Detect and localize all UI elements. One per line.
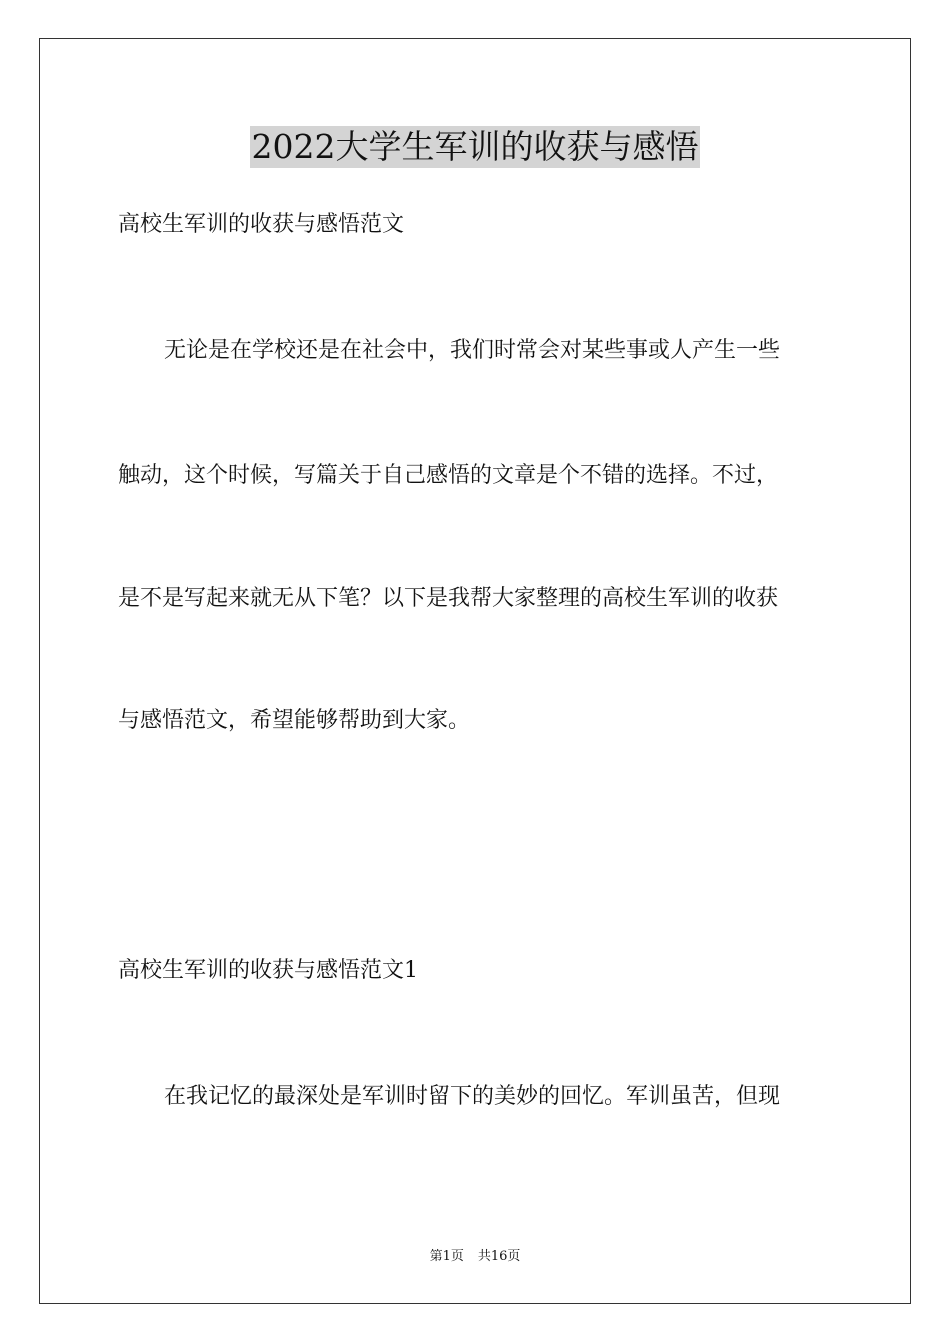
document-title-wrap [0, 126, 950, 168]
page-number: 第1页 [429, 1249, 464, 1264]
document-title: 2022大学生军训的收获与感悟 [251, 127, 699, 166]
page-footer [0, 1248, 950, 1266]
paragraph-line: 与感悟范文，希望能够帮助到大家。 [118, 708, 471, 733]
paragraph-line: 无论是在学校还是在社会中，我们时常会对某些事或人产生一些 [164, 338, 781, 363]
page-total: 共16页 [477, 1249, 521, 1264]
section-heading: 高校生军训的收获与感悟范文1 [118, 958, 418, 983]
paragraph-line: 是不是写起来就无从下笔？以下是我帮大家整理的高校生军训的收获 [118, 586, 779, 611]
paragraph-line: 在我记忆的最深处是军训时留下的美妙的回忆。军训虽苦，但现 [164, 1084, 781, 1109]
paragraph-line: 触动，这个时候，写篇关于自己感悟的文章是个不错的选择。不过， [118, 463, 779, 488]
document-subtitle: 高校生军训的收获与感悟范文 [118, 212, 405, 237]
